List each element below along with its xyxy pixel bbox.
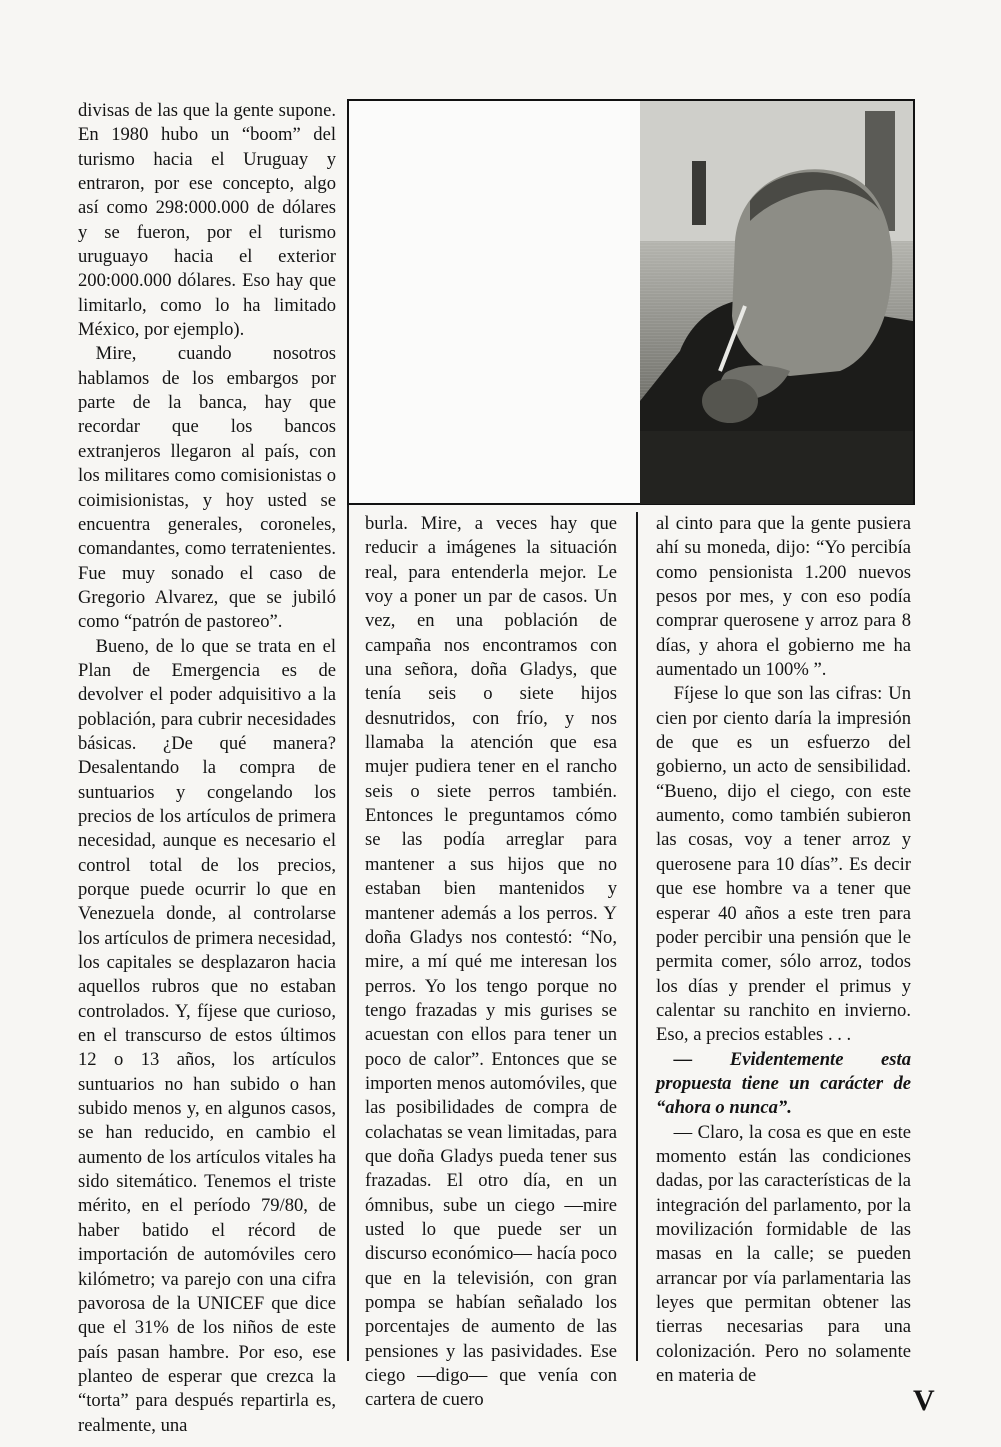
paragraph: burla. Mire, a veces hay que reducir a imágenes la situación real, para entenderla mejor. Le voy a poner un par de casos. Un vez, en una población de campaña nos encontramos con una señora, doña Gladys, que tenía seis o siete hijos desnutridos, con frío, y nos llamaba la atención que esa mujer pudiera tener en el rancho seis o siete perros también. Entonces le preguntamos cómo se las podía arreglar para mantener a sus hijos que no estaban bien mantenidos y mantener además a los perros. Y doña Gladys nos contestó: “No, mire, a mí qué me interesan los perros. Yo los tengo porque no tengo frazadas y mis gurises se acuestan con ellos para tener un poco de calor”. Entonces que se importen menos automóviles, que las posibilidades de compra de colachatas se vean limitadas, para que doña Gladys pueda tener sus frazadas. El otro día, en un ómnibus, sube un ciego —mire usted lo que puede ser un discurso económico— hacía poco que en la televisión, con gran pompa se habían señalado los porcentajes de aumento de las pensiones y las pasividades. Ese ciego —digo— que venía con cartera de cuero bbox=[365, 513, 618, 1411]
paragraph: divisas de las que la gente supone. En 1980 hubo un “boom” del turismo hacia el Uruguay y entraron, por ese concepto, algo así como 298:000.000 de dólares y se fueron, por el turismo uruguayo hacia el exterior 200:000.000 dólares. Eso hay que limitarlo, como lo ha limitado México, por ejemplo). bbox=[78, 100, 336, 341]
text-column-1 bbox=[78, 99, 336, 1438]
paragraph: — Claro, la cosa es que en este momento están las condiciones dadas, por las características de la integración del parlamento, por la movilización formidable de las masas en la calle; se pueden arrancar por vía parlamentaria las leyes que permitan obtener las tierras necesarias para una colonización. Pero no solamente en materia de bbox=[656, 1121, 911, 1387]
paragraph: Fíjese lo que son las cifras: Un cien por ciento daría la impresión de que es un esfuerzo del gobierno, un acto de sensibilidad. “Bueno, dijo el ciego, con este aumento, como también subieron las cosas, voy a tener arroz y querosene para 10 días”. Es decir que ese hombre va a tener que esperar 40 años a este tren para poder percibir una pensión que le permita comer, sólo arroz, todos los días y prender el primus y calentar su ranchito en invierno. Eso, a precios estables . . . bbox=[656, 683, 911, 1046]
paragraph: al cinto para que la gente pusiera ahí su moneda, dijo: “Yo percibía como pensionista 1.200 nuevos pesos por mes, y con eso podía comprar querosene y arroz para 8 días, y ahora el gobierno me ha aumentado un 100% ”. bbox=[656, 513, 911, 681]
text-column-3 bbox=[656, 512, 911, 1388]
interview-question: — Evidentemente esta propuesta tiene un carácter de “ahora o nunca”. bbox=[656, 1048, 911, 1119]
text-column-2 bbox=[365, 512, 617, 1413]
man-drinking-mate-illustration bbox=[640, 101, 913, 504]
page-marker: V bbox=[913, 1384, 935, 1417]
paragraph: Mire, cuando nosotros hablamos de los embargos por parte de la banca, hay que recordar que los bancos extranjeros llegaron al país, con los militares como comisionistas o coimisionistas, y hoy usted se encuentra generales, coroneles, comandantes, como terratenientes. Fue muy sonado el caso de Gregorio Alvarez, que se jubiló como “patrón de pastoreo”. bbox=[78, 343, 336, 633]
paragraph: Bueno, de lo que se trata en el Plan de Emergencia es de devolver el poder adquisitivo a la población, para cubrir necesidades básicas. ¿De qué manera? Desalentando la compra de suntuarios y congelando los precios de los artículos de primera necesidad, aunque es necesario el control total de los precios, porque puede ocurrir lo que en Venezuela donde, al controlarse los artículos de primera necesidad, los capitales se desplazaron hacia aquellos rubros que no estaban controlados. Y, fíjese que curioso, en el transcurso de estos últimos 12 o 13 años, los artículos suntuarios no han subido o han subido menos y, en algunos casos, se han reducido, en cambio el aumento de los artículos vitales ha sido sitemático. Tenemos el triste mérito, en el período 79/80, de haber batido el récord de importación de automóviles cero kilómetro; va parejo con una cifra pavorosa de la UNICEF que dice que el 31% de los niños de este país pasan hambre. Por eso, ese planteo de esperar que crezca la “torta” para después repartirla es, realmente, una bbox=[78, 635, 336, 1436]
column-rule bbox=[636, 512, 638, 1361]
portrait-photo bbox=[640, 101, 913, 504]
